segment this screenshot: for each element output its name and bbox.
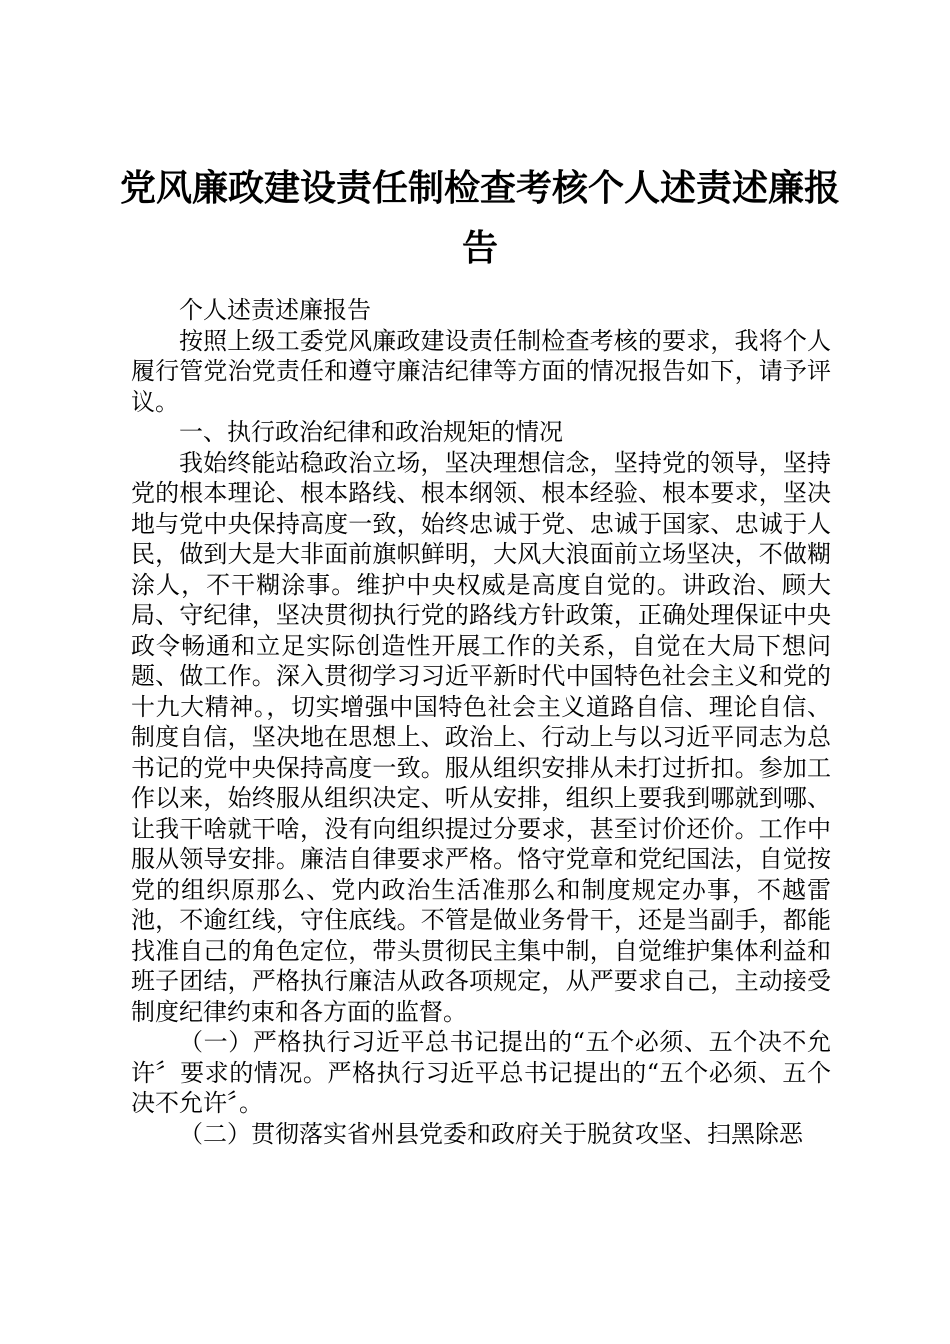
paragraph-section-1-body: 我始终能站稳政治立场，坚决理想信念，坚持党的领导，坚持党的根本理论、根本路线、根本纲领、根本经验、根本要求，坚决地与党中央保持高度一致，始终忠诚于党、忠诚于国家、忠诚于人民，做到大是大非面前旗帜鲜明，大风大浪面前立场坚决，不做糊涂人，不干糊涂事。维护中央权威是高度自觉的。讲政治、顾大局、守纪律，坚决贯彻执行党的路线方针政策，正确处理保证中央政令畅通和立足实际创造性开展工作的关系，自觉在大局下想问题、做工作。深入贯彻学习习近平新时代中国特色社会主义和党的十九大精神。，切实增强中国特色社会主义道路自信、理论自信、制度自信，坚决地在思想上、政治上、行动上与以习近平同志为总书记的党中央保持高度一致。服从组织安排从未打过折扣。参加工作以来，始终服从组织决定、听从安排，组织上要我到哪就到哪、让我干啥就干啥，没有向组织提过分要求，甚至讨价还价。工作中服从领导安排。廉洁自律要求严格。恪守党章和党纪国法，自觉按党的组织原那么、党内政治生活准那么和制度规定办事，不越雷池，不逾红线，守住底线。不管是做业务骨干，还是当副手，都能找准自己的角色定位，带头贯彻民主集中制，自觉维护集体利益和班子团结，严格执行廉洁从政各项规定，从严要求自己，主动接受制度纪律约束和各方面的监督。 xyxy=(131,448,831,1026)
paragraph-intro: 按照上级工委党风廉政建设责任制检查考核的要求，我将个人履行管党治党责任和遵守廉洁纪律等方面的情况报告如下，请予评议。 xyxy=(131,326,831,416)
paragraph-subtitle: 个人述责述廉报告 xyxy=(179,296,371,324)
document-title: 党风廉政建设责任制检查考核个人述责述廉报告 xyxy=(119,167,840,269)
subsection-2: （二）贯彻落实省州县党委和政府关于脱贫攻坚、扫黑除恶 xyxy=(179,1119,803,1148)
document-body xyxy=(131,295,831,1149)
section-heading-1: 一、执行政治纪律和政治规矩的情况 xyxy=(179,418,563,446)
subsection-1: （一）严格执行习近平总书记提出的“五个必须、五个决不允许〞要求的情况。严格执行习近平总书记提出的“五个必须、五个决不允许〞。 xyxy=(131,1028,831,1117)
